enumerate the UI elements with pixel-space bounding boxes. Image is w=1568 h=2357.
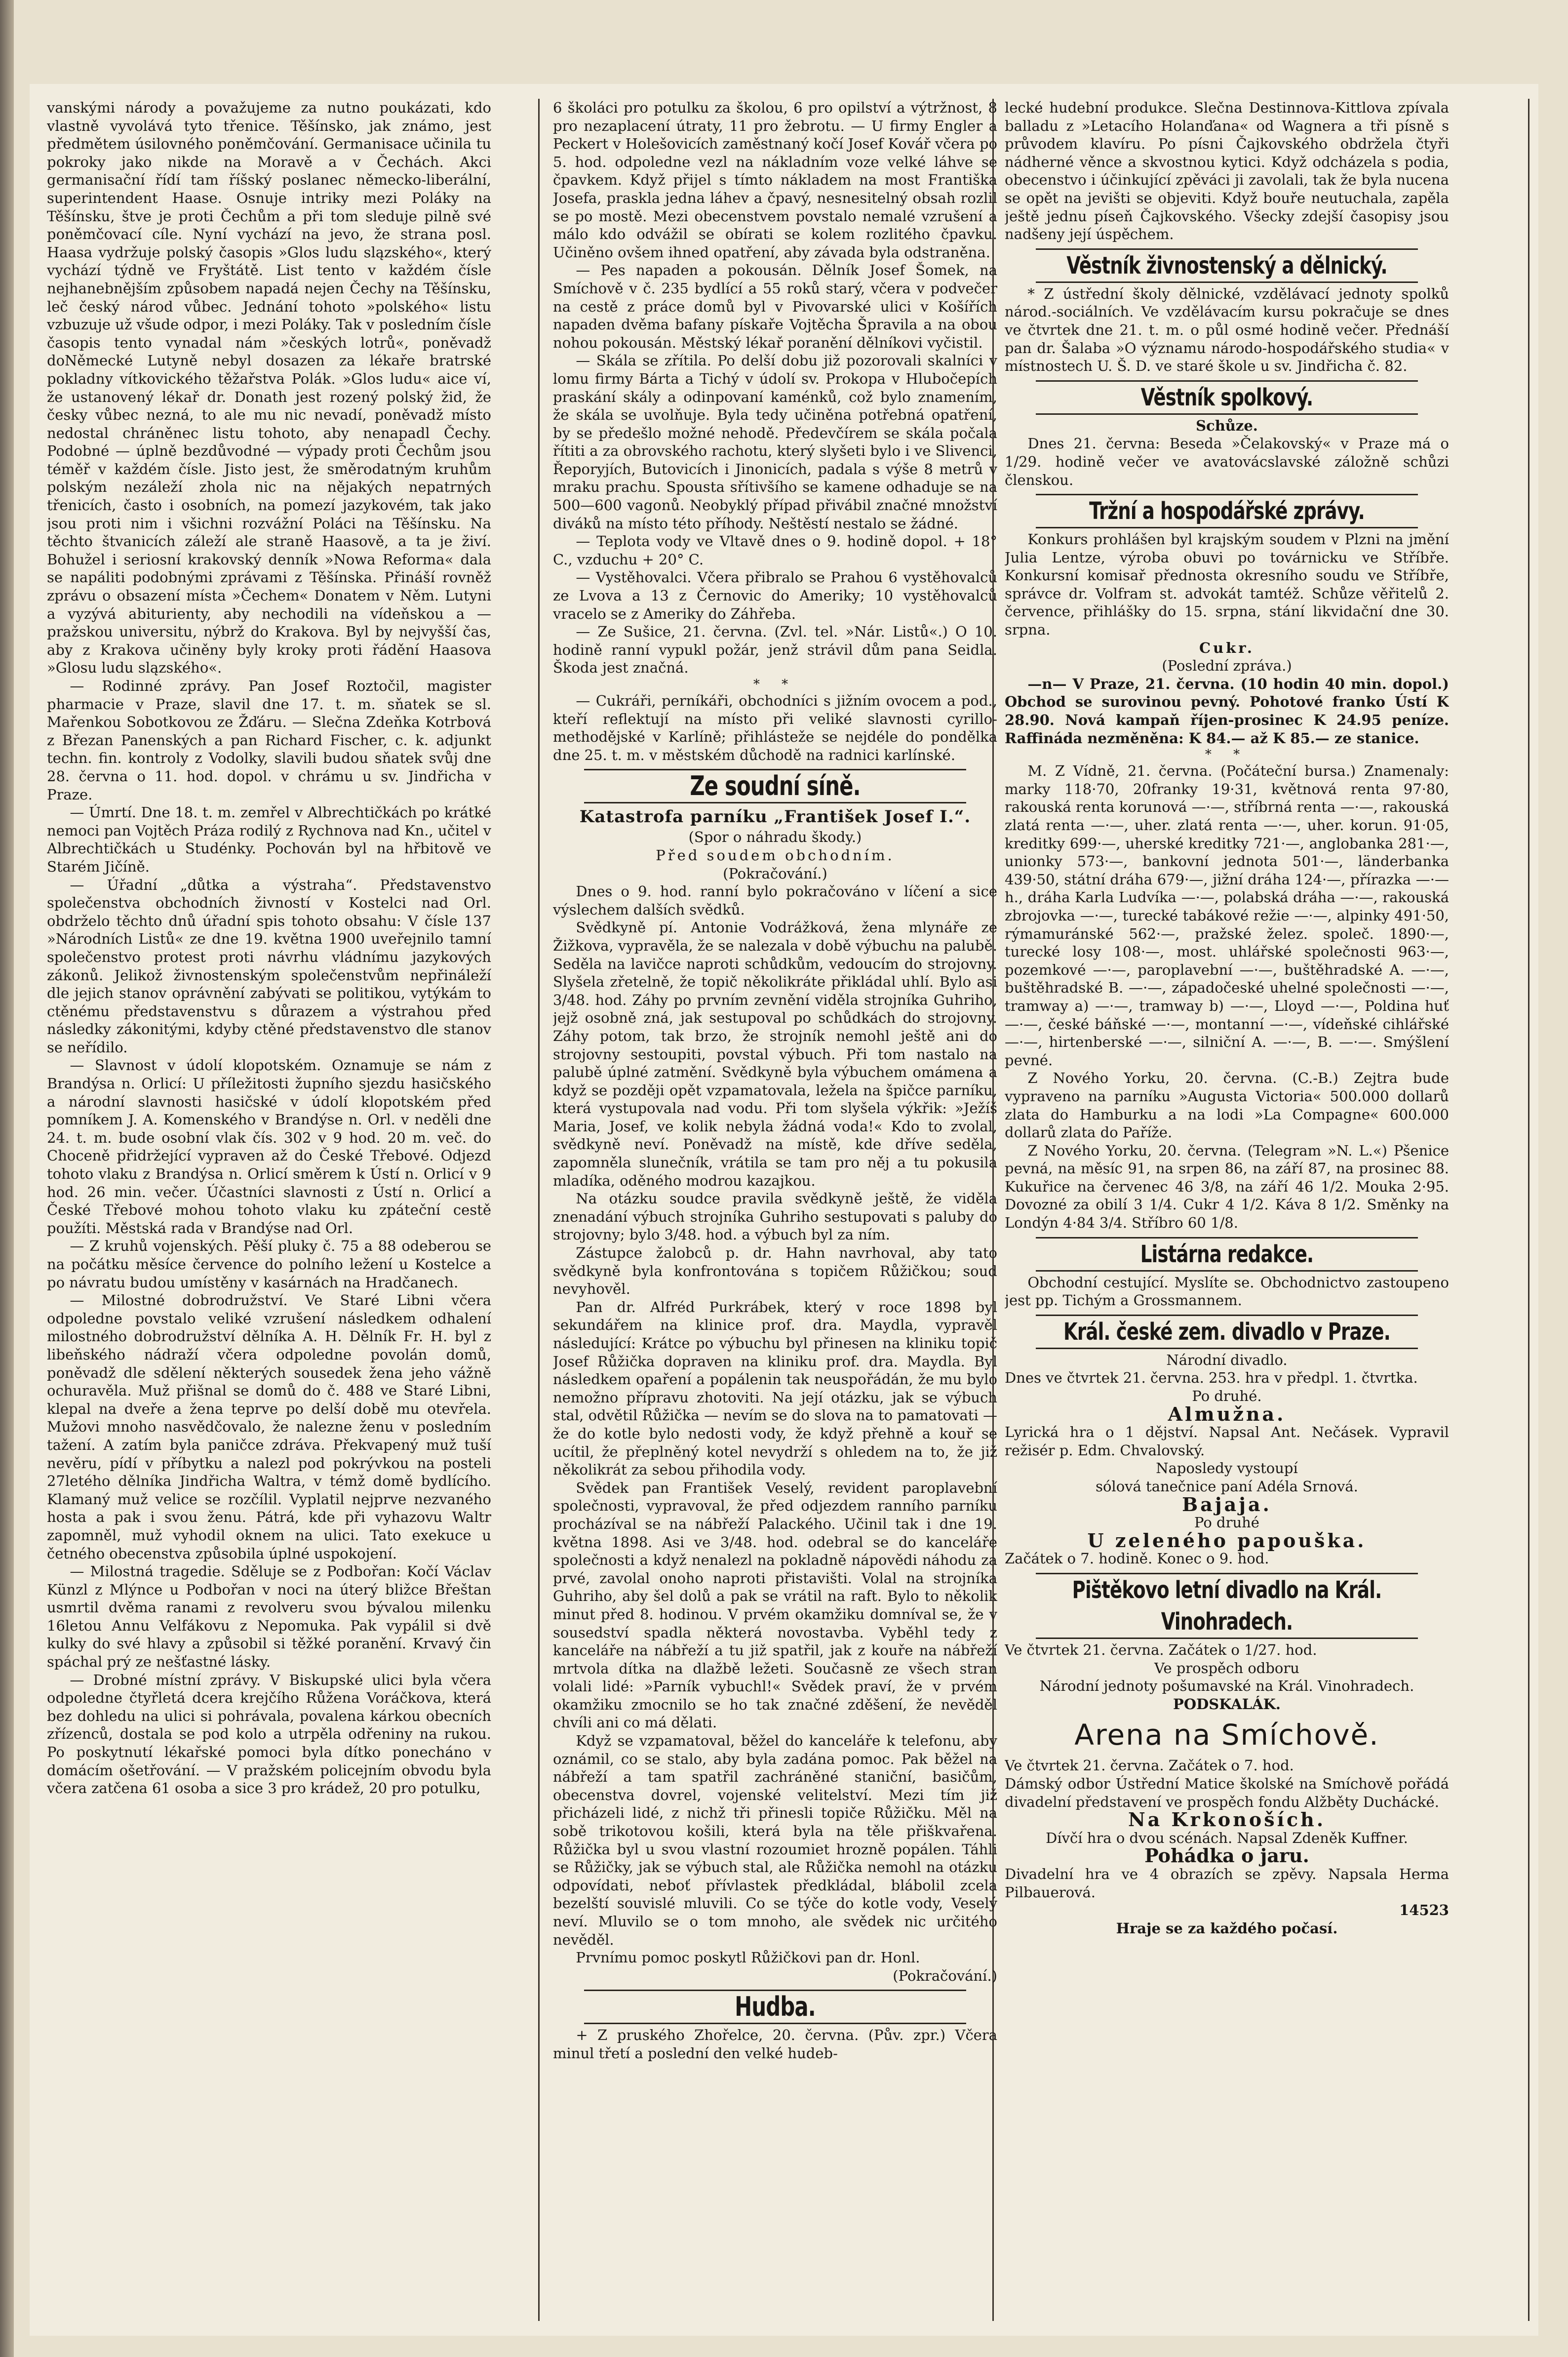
cukr-text: —n— V Praze, 21. června. (10 hodin 40 min. dopol.) Obchod se surovinou pevný. Pohotové franko Ústí K 28.90. Nová kampaň říjen-prosinec K 24.95 peníze. Raffináda nezměněna: K 84.— až K 85.— ze stanice.: [1005, 675, 1449, 747]
section-header-arena: Arena na Smíchově.: [1074, 1718, 1379, 1752]
divadlo-nap: Naposledy vystoupí: [1156, 1460, 1298, 1477]
divadlo-title2: Bajaja.: [1182, 1493, 1272, 1516]
pistekovo-line2: Ve prospěch odboru: [1154, 1659, 1299, 1677]
news-umrti: — Úmrtí. Dne 18. t. m. zemřel v Albrechtičkách po krátké nemoci pan Vojtěch Práza rodilý z Rychnova nad Kn., učitel v Albrechtičkách u Studénky. Pochován byl na hřbitově ve Starém Jičíně.: [47, 804, 491, 875]
soud-pokr-end: (Pokračování.): [893, 1967, 997, 1984]
divadlo-sub: Národní divadlo.: [1166, 1351, 1288, 1368]
news-teplota: — Teplota vody ve Vltavě dnes o 9. hodině dopol. + 18° C., vzduchu + 20° C.: [553, 533, 997, 568]
newyork-1: Z Nového Yorku, 20. června. (C.-B.) Zejtra bude vypraveno na parníku »Augusta Victoria« 500.000 dollarů zlata do Hamburku a na lodi »La Compagne« 600.000 dollarů zlata do Paříže.: [1005, 1070, 1449, 1141]
burza-text: M. Z Vídně, 21. června. (Počáteční bursa.) Znamenaly: marky 118·70, 20franky 19·31, květnová renta 97·80, rakouská renta korunová —·—, stříbrná renta —·—, rakouská zlatá renta —·—, uher. zlatá renta —·—, uher. korun. 91·05, kreditky 699·—, uherské kreditky 721·—, anglobanka 281·—, unionky 573·—, bankovní jednota 501·—, länderbanka 439·50, státní dráha 679·—, jižní dráha 124·—, přírazka —·— h., dráha Karla Ludvíka —·—, polabská dráha —·—, rakouská zbrojovka —·—, turecké tabákové režie —·—, alpinky 491·50, rýmamuránské 562·—, pražské želez. společ. 1890·—, turecké losy 108·—, most. uhlářské společnosti 963·—, pozemkové —·—, paroplavební —·—, buštěhradské A. —·—, buštěhradské B. —·—, západočeské uhelné společnosti —·—, tramway a) —·—, tramway b) —·—, Lloyd —·—, Poldina huť —·—, české báňské —·—, montanní —·—, vídeňské cihlářské —·—, hirtenberské —·—, silniční A. —·—, B. —·—. Smýšlení pevné.: [1005, 762, 1449, 1069]
column-rule-1: [538, 99, 540, 2321]
soud-spor: (Spor o náhradu škody.): [688, 829, 862, 846]
soud-para-2: Na otázku soudce pravila svědkyně ještě, že viděla znenadání výbuch strojníka Guhriho sestupovati s paluby do strojovny; bylo 3/48. hod. a výbuch byl za ním.: [553, 1190, 997, 1243]
pistekovo-title: PODSKALÁK.: [1173, 1695, 1281, 1713]
newyork-2: Z Nového Yorku, 20. června. (Telegram »N. L.«) Pšenice pevná, na měsíc 91, na srpen 86, na září 87, na prosinec 88. Kukuřice na červenec 46 3/8, na září 46 1/2. Mouka 2·95. Dovozné za obilí 3 1/4. Cukr 4 1/2. Káva 8 1/2. Směnky na Londýn 4·84 3/4. Stříbro 60 1/8.: [1005, 1142, 1449, 1232]
section-header-divadlo: Král. české zem. divadlo v Praze.: [1036, 1315, 1418, 1349]
soud-pokr: (Pokračování.): [723, 865, 827, 882]
news-slavnost: — Slavnost v údolí klopotském. Oznamuje se nám z Brandýsa n. Orlicí: U příležitosti župního sjezdu hasičského a národní slavnosti hasičské v údolí klopotském před pomníkem J. A. Komenského v Brandýse n. Orl. v neděli dne 24. t. m. bude osobní vlak čís. 302 v 9 hod. 20 m. več. do Choceně přidržející vypraven až do České Třebové. Odjezd tohoto vlaku z Brandýsa n. Orlicí směrem k Ústí n. Orlicí v 9 hod. 26 min. večer. Účastníci slavnosti z Ústí n. Orlicí a České Třebové mohou tohoto vlaku ku zpáteční cestě použíti. Městská rada v Brandýse nad Orl.: [47, 1057, 491, 1237]
vestnik-spol-sub: Schůze.: [1196, 417, 1258, 434]
column-2: [553, 99, 997, 2336]
soud-para-4: Pan dr. Alfréd Purkrábek, který v roce 1898 byl sekundářem na klinice prof. dra. Maydla, vypravěl následující: Krátce po výbuchu byl přinesen na kliniku topič Josef Růžička dopraven na kliniku prof. dra. Maydla. Byl následkem opaření a popálenin tak neuspořádán, že mu bylo nemožno přípravu zhotoviti. Na její otázku, jak se výbuch stal, odvětil Růžička — nevím se do slova na to pamatovati — že do kotle bylo nedosti vody, že když přehně a kouř se ucítil, že přeplněný kotel nevydrží s ohledem na to, že již několikrát za sebou přihodila vody.: [553, 1298, 997, 1478]
section-header-vestnik-zivn: Věstník živnostenský a dělnický.: [1036, 248, 1418, 283]
vestnik-spol-text: Dnes 21. června: Beseda »Čelakovský« v Praze má o 1/29. hodině večer ve avatovácslavské záložně schůzi členskou.: [1005, 435, 1449, 488]
column-3: [1005, 99, 1449, 2336]
soud-title: Katastrofa parníku „František Josef I.“.: [579, 807, 971, 827]
divadlo-desc2: sólová tanečnice paní Adéla Srnová.: [1096, 1478, 1358, 1495]
section-header-hudba: Hudba.: [584, 1990, 966, 2024]
trzni-konkurs: Konkurs prohlášen byl krajským soudem v Plzni na jmění Julia Lentze, výroba obuvi po továrnicku ve Stříbře. Konkursní komisař přednosta okresního soudu ve Stříbře, správce dr. Volfram st. advokát tamtéž. Schůze věřitelů 2. července, přihlášky do 15. srpna, stání likvidační dne 30. srpna.: [1005, 531, 1449, 639]
news-cukrari: — Cukráři, perníkáři, obchodníci s jižním ovocem a pod., kteří reflektují na místo při veliké slavnosti cyrillo-methodějské v Karlíně; přihlásteže se nejdéle do pondělka dne 25. t. m. v městském důchodě na radnici karlínské.: [553, 692, 997, 763]
separator-stars-2: * *: [1205, 747, 1249, 762]
section-header-vestnik-spol: Věstník spolkový.: [1036, 380, 1418, 415]
soud-pred: Před soudem obchodním.: [656, 846, 895, 864]
divadlo-title1: Almužna.: [1168, 1402, 1286, 1425]
divadlo-times: Začátek o 7. hodině. Konec o 9. hod.: [1005, 1550, 1269, 1567]
separator-stars: * *: [753, 677, 797, 692]
hudba-text: + Z pruského Zhořelce, 20. června. (Pův. zpr.) Včera minul třetí a poslední den velké hudeb-: [553, 2027, 997, 2062]
soud-para-6: Když se vzpamatoval, běžel do kanceláře k telefonu, aby oznámil, co se stalo, aby byla zadána pomoc. Pak běžel na nábřeží a tam spatřil zachráněné staniční, basičům, obecenstva dovrel, vojenské velitelství. Mezi tím již přicházeli lidé, z nichž tři přinesli topiče Růžičku. Měl na sobě trikotovou košili, která byla na těle přiškvařena. Růžička byl u svou vlastní rozoumiet hrozně popálen. Táhli se Růžičky, jak se výbuch stal, ale Růžička nemohl na otázku odpovídati, neboť přívlastek předkládal, blábolil zcela bezelští souvislé mluvili. Co se týče do kotle vody, Veselý neví. Mluvilo se o tom mnoho, ale svědek nic určitého nevěděl.: [553, 1732, 997, 1948]
news-pes: — Pes napaden a pokousán. Dělník Josef Šomek, na Smíchově v č. 235 bydlící a 55 roků starý, včera v podvečer na cestě z práce domů byl v Pivovarské ulici v Košířích napaden dvěma bafany pískaře Vojtěcha Špravila a na obou nohou pokousán. Městský lékař poranění dělníkovi vyčistil.: [553, 262, 997, 351]
news-cont: 6 školáci pro potulku za školou, 6 pro opilství a výtržnost, 8 pro nezaplacení útraty, 11 pro žebrotu. — U firmy Engler a Peckert v Holešovicích zaměstnaný kočí Josef Kovář včera po 5. hod. odpoledne vezl na nákladním voze velké láhve se čpavkem. Když přijel s tímto nákladem na most Františka Josefa, praskla jedna láhev a čpavý, nesnesitelný obsah rozlil se po mostě. Mezi obecenstvem povstalo nemalé vzrušení a málo kdo odvážil se obírati se kolem rozlitého čpavku. Učiněno ovšem ihned opatření, aby závada byla odstraněna.: [553, 99, 997, 261]
soud-para-7: Prvnímu pomoc poskytl Růžičkovi pan dr. Honl.: [576, 1949, 920, 1966]
section-header-listarna: Listárna redakce.: [1036, 1237, 1418, 1272]
column-rule-right: [1528, 99, 1529, 2321]
arena-end: Hraje se za každého počasí.: [1116, 1919, 1338, 1937]
section-header-soud: Ze soudní síně.: [584, 769, 966, 803]
article-tesin: vanskými národy a považujeme za nutno poukázati, kdo vlastně vyvolává tyto třenice. Těšínsko, jak známo, jest předmětem úsilovného poněmčování. Germanisace učinila tu pokroky jako nikde na Moravě a v Čechách. Akci germanisační řídí tam říšský poslanec německo-liberální, superintendent Haase. Osnuje intriky mezi Poláky na Těšínsku, štve je proti Čechům a při tom sleduje pilně své poněmčovací cíle. Nyní vychází na jevo, že strana posl. Haasa vydržuje polský časopis »Glos ludu slązského«, který vychází týdně ve Fryštátě. List tento v každém čísle nejhanebnějším způsobem napadá nejen Čechy na Těšínsku, leč český národ vůbec. Jednání tohoto »polského« listu vzbuzuje už všude odpor, i mezi Poláky. Tak v posledním čísle časopis tento vynadal nám »českých lotrů«, poněvadž doNěmecké Lutyně nebyl dosazen za lékaře bratrské pokladny vítkovického těžařstva Polák. »Glos ludu« aice ví, že ustanovený lékař dr. Donath jest rozený polský žid, že česky vůbec nezná, to ale mu nic nevadí, poněvadž místo nedostal chráněnec listu tohoto, aby nenapadl Čechy. Podobné — úplně bezdůvodné — výpady proti Čechům jsou téměř v každém čísle. Jisto jest, že směrodatným kruhům polským nezáleží zhola nic na nějakých nepatrných třenicích, často i osobních, na pomezí jazykovém, tak jako jsou proti nim i všichni rozvážní Poláci na Těšínsku. Na těchto štvanicích záleží ale straně Haasově, a ta je živí. Bohužel i seriosní krakovský denník »Nowa Reforma« dala se napáliti podobnými zprávami z Těšínska. Přináší rovněž zprávu o obsazení místa »Čechem« Donatem v Něm. Lutyni a vyzývá abiturienty, aby nechodili na vídeňskou a — pražskou universitu, nýbrž do Krakova. Byl by nejvyšší čas, aby z Krakova učiněny byly kroky proti řádění Haasova »Glosu ludu slązského«.: [47, 99, 491, 677]
pistekovo-line1: Ve čtvrtek 21. června. Začátek o 1/27. hod.: [1005, 1641, 1317, 1658]
soud-para-5: Svědek pan František Veselý, revident paroplavební společnosti, vypravoval, že před odjezdem ranního parníku procházíval se na nábřeží Palackého. Učinil tak i dne 19. května 1898. Asi ve 3/48. hod. odebral se do kanceláře společnosti a když nenalezl na pokladně nápovědi náhodu za prvé, zavolal onoho naproti přistavišti. Volal na strojníka Guhriho, aby šel dolů a pak se vrátil na raft. Bylo to několik minut před 8. hodinou. V prvém okamžiku domníval se, že v sousedství spadla některá novostavba. Vyběhl tedy z kanceláře na nábřeží a tu již spatřil, jak z kouře na nábřeží mrtvola dítka na dlažbě ležeti. Současně ze všech stran volali lidé: »Parník vybuchl!« Svědek praví, že v prvém okamžiku zmocnilo se ho tak značné zděšení, že nevěděl chvíli ani co má dělati.: [553, 1479, 997, 1731]
section-header-trzni: Tržní a hospodářské zprávy.: [1036, 494, 1418, 528]
listarna-text: Obchodní cestující. Myslíte se. Obchodnictvo zastoupeno jest pp. Tichým a Grossmannem.: [1005, 1274, 1449, 1309]
binding-edge: [0, 0, 14, 2357]
news-vojenske: — Z kruhů vojenských. Pěší pluky č. 75 a 88 odeberou se na počátku měsíce července do polního ležení u Kostelce a po návratu budou umístěny v kasárnách na Hradčanech.: [47, 1238, 491, 1291]
divadlo-line1: Dnes ve čtvrtek 21. června. 253. hra v předpl. 1. čtvrtka.: [1005, 1369, 1418, 1387]
arena-line2: Dámský odbor Ústřední Matice školské na Smíchově pořádá divadelní představení ve prospěch fondu Alžběty Duchácké.: [1005, 1775, 1449, 1810]
arena-num: 14523: [1399, 1902, 1449, 1919]
news-rodinne: — Rodinné zprávy. Pan Josef Roztočil, magister pharmacie v Praze, slavil dne 17. t. m. sňatek se sl. Mařenkou Sobotkovou ze Žďáru. — Slečna Zdeňka Kotrbová z Březan Panenských a pan Richard Fischer, c. k. adjunkt techn. fin. kontroly z Vodolky, slavili budou sňatek svůj dne 28. června o 11. hod. dopol. v chrámu u sv. Jindřicha v Praze.: [47, 678, 491, 803]
arena-title2: Pohádka o jaru.: [1144, 1844, 1309, 1867]
soud-para-1: Svědkyně pí. Antonie Vodrážková, žena mlynáře ze Žižkova, vypravěla, že se nalezala v době výbuchu na palubě. Seděla na lavičce naproti schůdkům, vedoucím do strojovny. Slyšela zřetelně, že topič několikráte přikládal uhlí. Bylo asi 3/48. hod. Záhy po prvním zevnění viděla strojníka Guhriho, jejž osobně zná, jak sestupoval po schůdkách do strojovny. Záhy potom, tak brzo, že strojník nemohl ještě ani do strojovny sestoupiti, povstal výbuch. Při tom nastalo na palubě úplné zatmění. Svědkyně byla výbuchem omámena a když se později opět vzpamatovala, ležela na špičce parníku, která vystupovala nad vodu. Při tom slyšela výkřik: »Ježíš Maria, Josef, ve kolik nebyla žádná voda!« Kdo to zvolal, svědkyně neví. Poněvadž na místě, kde dříve seděla, zapomněla slunečník, vrátila se tam pro něj a tu pokusila mladíka, oděného modrou kazajkou.: [553, 919, 997, 1189]
soud-para-3: Zástupce žalobců p. dr. Hahn navrhoval, aby tato svědkyně byla konfrontována s topičem Růžičkou; soud nevyhověl.: [553, 1244, 997, 1298]
news-vystehovalci: — Vystěhovalci. Včera přibralo se Prahou 6 vystěhovalců ze Lvova a 13 z Černovic do Ameriky; 10 vystěhovalců vracelo se z Ameriky do Záhřeba.: [553, 569, 997, 622]
news-skala: — Skála se zřítila. Po delší dobu již pozorovali skalníci v lomu firmy Bárta a Tichý v údolí sv. Prokopa v Hlubočepích praskání skály a odinpovaní kaménků, což bylo znamením, že skála se uvolňuje. Byla tedy učiněna potřebná opatření, by se předešlo možné nehodě. Předevčírem se skála počala řítiti a za obrovského rachotu, který slyšeti bylo i ve Slivenci, Řeporyjích, Butovicích i Jinonicích, padala s výše 8 metrů v mraku prachu. Spousta sřítivšího se kamene odhaduje se na 500—600 vagonů. Neobyklý případ přivábil značné množství diváků na místo této příhody. Neštěstí nestalo se žádné.: [553, 352, 997, 532]
arena-line1: Ve čtvrtek 21. června. Začátek o 7. hod.: [1005, 1757, 1294, 1774]
arena-title: Na Krkonoších.: [1128, 1808, 1326, 1831]
column-1: [47, 99, 491, 2336]
arena-desc2: Divadelní hra ve 4 obrazích se zpěvy. Napsala Herma Pilbauerová.: [1005, 1865, 1449, 1901]
divadlo-title3: U zeleného papouška.: [1087, 1529, 1367, 1552]
divadlo-pdrc2: Po druhé: [1194, 1514, 1259, 1531]
hudba-cont: lecké hudební produkce. Slečna Destinnova-Kittlova zpívala balladu z »Letacího Holanďana« od Wagnera a tři písně s průvodem klavíru. Po písni Čajkovského obdržela čtyři nádherné věnce a skvostnou kytici. Když odcházela s podia, obecenstvo i účinkující zpěváci ji zavolali, tak že byla nucena se opět na jevišti se objeviti. Když bouře neutuchala, zapěla ještě jednu píseň Čajkovského. Všecky zdejší časopisy jsou nadšeny její úspěchem.: [1005, 99, 1449, 243]
divadlo-pdrc1: Po druhé.: [1192, 1388, 1262, 1405]
section-header-pistekovo: Pištěkovo letní divadlo na Král. Vinohradech.: [1036, 1573, 1418, 1639]
soud-para-0: Dnes o 9. hod. ranní bylo pokračováno v líčení a sice výslechem dalších svědků.: [553, 883, 997, 918]
pistekovo-line3: Národní jednoty pošumavské na Král. Vinohradech.: [1039, 1678, 1414, 1695]
news-tragedie: — Milostná tragedie. Sděluje se z Podbořan: Kočí Václav Künzl z Mlýnce u Podbořan v noci na úterý bližce Břeštan usmrtil dvěma ranami z revolveru svou bývalou milenku 16letou Annu Velfákovu z Nepomuka. Pak vypálil si dvě kulky do své hlavy a způsobil si těžké poranění. Krvavý čin spáchal prý ze nešťastné lásky.: [47, 1563, 491, 1671]
divadlo-desc1: Lyrická hra o 1 dějství. Napsal Ant. Nečásek. Vypravil režisér p. Edm. Chvalovský.: [1005, 1424, 1449, 1459]
cukr-title: Cukr.: [1199, 639, 1254, 656]
vestnik-zivn-text: * Z ústřední školy dělnické, vzdělávací jednoty spolků národ.-sociálních. Ve vzdělávacím kursu pokračuje se dnes ve čtvrtek dne 21. t. m. o půl osmé hodině večer. Přednáší pan dr. Šalaba »O významu národo-hospodářského studia« v místnostech U. Š. D. ve staré škole u sv. Jindřicha č. 82.: [1005, 285, 1449, 375]
news-susice: — Ze Sušice, 21. června. (Zvl. tel. »Nár. Listů«.) O 10. hodině ranní vypukl požár, jenž strávil dům pana Seidla. Škoda jest značná.: [553, 623, 997, 677]
cukr-sub: (Poslední zpráva.): [1162, 657, 1292, 675]
news-drobne: — Drobné místní zprávy. V Biskupské ulici byla včera odpoledne čtyřletá dcera krejčího Růžena Voráčkova, která bez dohledu na ulici si pohrávala, povalena kárkou obecních zřízenců, dostala se pod kolo a utrpěla odřeniny na rukou. Po poskytnutí lékařské pomoci byla dítko ponecháno v domácím ošetřování. — V pražském policejním obvodu byla včera zatčena 61 osoba a sice 3 pro krádež, 20 pro potulku,: [47, 1671, 491, 1797]
arena-desc: Dívčí hra o dvou scénách. Napsal Zdeněk Kuffner.: [1046, 1829, 1408, 1846]
news-milostne: — Milostné dobrodružství. Ve Staré Libni včera odpoledne povstalo veliké vzrušení následkem odhalení milostného dobrodružství dělníka A. H. Dělník Fr. H. byl z libeňského nádraží včera odpoledne povolán domů, poněvadž dle sdělení některých sousedek žena jeho vážně ochuravěla. Muž přišnal se domů do č. 488 ve Staré Libni, klepal na dveře a žena teprve po delší době mu otevřela. Mužovi mnoho nasvědčovalo, že nalezne ženu v posledním tažení. A zatím byla paničce zdráva. Překvapený muž tuší nevěru, pídí v příbytku a nalezl pod pokrývkou na posteli 27letého dělníka Jindřicha Waltra, v témž domě bydlícího. Klamaný muž velice se rozčílil. Vyplatil nejprve nezvaného hosta a pak i svou ženu. Pátrá, kde při vyhazovu Waltr zapomněl, muž vyhodil oknem na ulici. Tato exekuce u četného obecenstva způsobila úplné uspokojení.: [47, 1292, 491, 1562]
news-dutka: — Úřadní „důtka a výstraha“. Představenstvo společenstva obchodních živností v Kostelci nad Orl. obdrželo těchto dnů úřadní spis tohoto obsahu: V čísle 137 »Národních Listů« ze dne 19. května 1900 uveřejnilo tamní společenstvo protest proti návrhu vládnímu jazykových zákonů. Jelikož živnostenským společenstvům nepřináleží dle jejich stanov oprávnění zabývati se politikou, vytýkám to ctěnému představenstvu s důrazem a výstrahou před následky zákonitými, kdyby ctěné představenstvo dle stanov se neřídilo.: [47, 876, 491, 1056]
